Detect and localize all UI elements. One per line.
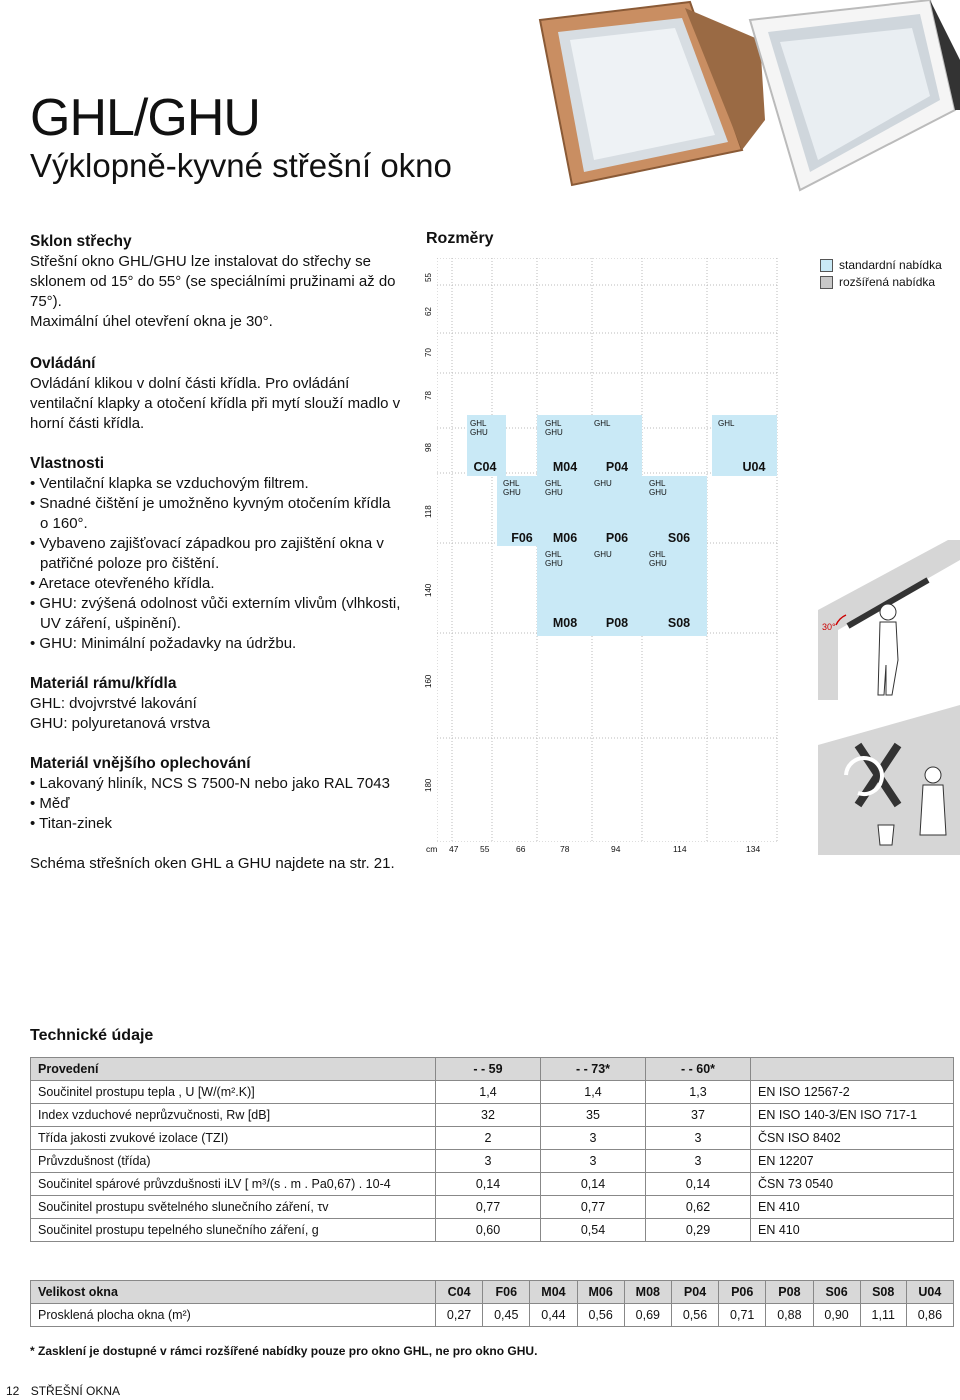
size-code-f06: F06 [511,531,533,545]
table-cell: 0,77 [436,1196,541,1219]
table-cell: 0,86 [906,1304,953,1327]
table-header-cell: M08 [624,1281,671,1304]
control-text: Ovládání klikou v dolní části křídla. Pro ovládání ventilační klapky a otočení křídla při mytí slouží madlo v horní části křídla. [30,375,401,432]
page-title: GHL/GHU [30,89,260,147]
extended-swatch [820,276,833,289]
list-item: • Ventilační klapka se vzduchovým filtrem. [30,474,402,494]
table-cell: 0,29 [646,1219,751,1242]
list-item: • Aretace otevřeného křídla. [30,574,402,594]
page-number: 12 [6,1384,20,1398]
table-cell: 3 [646,1127,751,1150]
width-label: 47 [449,844,459,854]
table-cell: EN ISO 12567-2 [751,1081,954,1104]
cleaning-illustration [818,705,960,855]
section-name: STŘEŠNÍ OKNA [30,1384,121,1398]
table-cell: 0,14 [646,1173,751,1196]
list-item: • Titan-zinek [30,814,402,834]
table-cell: EN 410 [751,1196,954,1219]
type-tag: GHL [594,419,611,428]
size-code-m04: M04 [552,460,578,474]
table-cell: Součinitel prostupu tepla , U [W/(m².K)] [31,1081,436,1104]
list-item: • GHU: Minimální požadavky na údržbu. [30,634,402,654]
table-cell: Třída jakosti zvukové izolace (TZI) [31,1127,436,1150]
type-tag: GHL GHU [545,419,563,437]
table-header-cell: S08 [860,1281,906,1304]
table-header-cell: - - 73* [541,1058,646,1081]
table-cell: 0,14 [541,1173,646,1196]
table-cell: 1,4 [436,1081,541,1104]
frame-material-ghu: GHU: polyuretanová vrstva [30,715,211,732]
table-header-cell: - - 59 [436,1058,541,1081]
table-header-cell: M04 [530,1281,577,1304]
table-cell: 3 [436,1150,541,1173]
white-window-image [750,0,960,190]
type-tag: GHL GHU [545,479,563,497]
table-header-cell: Provedení [31,1058,436,1081]
table-cell: 0,54 [541,1219,646,1242]
table-cell: 0,77 [541,1196,646,1219]
table-row [31,1173,954,1196]
roof-slope-text: Střešní okno GHL/GHU lze instalovat do střechy se sklonem od 15° do 55° (se speciálními pružinami až do 75°). [30,253,396,310]
size-code-m08: M08 [552,616,578,630]
width-label: 78 [560,844,570,854]
width-label: 55 [480,844,490,854]
table-row [31,1104,954,1127]
roof-slope-heading: Sklon střechy [30,233,132,250]
properties-list [30,474,402,654]
table-cell: ČSN ISO 8402 [751,1127,954,1150]
height-label: 55 [424,273,433,282]
width-label: 94 [611,844,621,854]
table-cell: 0,62 [646,1196,751,1219]
table-cell: ČSN 73 0540 [751,1173,954,1196]
left-column [30,232,402,874]
table-cell: Průvzdušnost (třída) [31,1150,436,1173]
wooden-window-image [540,2,765,185]
table-cell: 0,90 [813,1304,860,1327]
type-tag: GHU [594,479,612,488]
opening-angle-label: 30° [822,622,836,632]
table-row [31,1304,954,1327]
control-heading: Ovládání [30,355,96,372]
size-code-p06: P06 [605,531,629,545]
type-tag: GHU [594,550,612,559]
table-cell: 0,56 [577,1304,624,1327]
table-row [31,1219,954,1242]
table-cell: Prosklená plocha okna (m²) [31,1304,436,1327]
table-cell: 0,88 [766,1304,813,1327]
page-footer [6,1384,120,1398]
page-subtitle: Výklopně-kyvné střešní okno [30,147,452,184]
table-cell: 3 [541,1127,646,1150]
list-item: • Vybaveno zajišťovací západkou pro zajištění okna v patřičné poloze pro čištění. [30,534,402,574]
table-cell: 0,14 [436,1173,541,1196]
height-label: 98 [424,443,433,452]
table-header-cell: - - 60* [646,1058,751,1081]
properties-heading: Vlastnosti [30,455,105,472]
table-cell: EN ISO 140-3/EN ISO 717-1 [751,1104,954,1127]
person-opening-window-illustration [818,540,960,700]
footnote: * Zasklení je dostupné v rámci rozšířené nabídky pouze pro okno GHL, ne pro okno GHU. [30,1344,538,1358]
table-header-cell: S06 [813,1281,860,1304]
table-cell: Součinitel prostupu tepelného slunečního záření, g [31,1219,436,1242]
type-tag: GHL GHU [649,479,667,497]
table-header-cell: U04 [906,1281,953,1304]
table-cell: 3 [646,1150,751,1173]
table-header-cell: F06 [483,1281,530,1304]
frame-material-ghl: GHL: dvojvrstvé lakování [30,695,197,712]
window-photos [510,0,960,200]
table-cell: EN 410 [751,1219,954,1242]
glazed-area-table [30,1280,954,1327]
size-code-s08: S08 [667,616,691,630]
list-item: • GHU: zvýšená odolnost vůči externím vlivům (vlhkosti, UV záření, ušpinění). [30,594,402,634]
standard-swatch [820,259,833,272]
flashing-list [30,774,402,834]
table-cell: 0,27 [436,1304,483,1327]
size-code-m06: M06 [552,531,578,545]
table-cell: Součinitel spárové průvzdušnosti iLV [ m³/(s . m . Pa0,67) . 10-4 [31,1173,436,1196]
table-row [31,1150,954,1173]
width-label: 114 [673,844,687,854]
height-label: 62 [424,307,433,316]
table-header-cell: Velikost okna [31,1281,436,1304]
height-label: 140 [424,583,433,597]
table-cell: 37 [646,1104,751,1127]
height-label: 118 [424,505,433,518]
width-label: 134 [746,844,761,854]
legend-extended: rozšířená nabídka [839,275,936,289]
size-code-p08: P08 [605,616,629,630]
table-row [31,1081,954,1104]
table-cell: Součinitel prostupu světelného slunečního záření, τv [31,1196,436,1219]
table-header-cell: P06 [719,1281,766,1304]
type-tag: GHL [718,419,735,428]
table-cell: 0,60 [436,1219,541,1242]
height-label: 78 [424,391,433,400]
table-header-cell: M06 [577,1281,624,1304]
height-label: 180 [424,778,433,792]
table-cell: 32 [436,1104,541,1127]
size-code-u04: U04 [742,460,766,474]
table-row [31,1196,954,1219]
table-cell: 0,69 [624,1304,671,1327]
table-cell: 3 [541,1150,646,1173]
width-label: 66 [516,844,526,854]
tech-heading: Technické údaje [30,1027,154,1044]
frame-material-heading: Materiál rámu/křídla [30,675,177,692]
list-item: • Lakovaný hliník, NCS S 7500-N nebo jako RAL 7043 [30,774,402,794]
table-cell: 35 [541,1104,646,1127]
legend-standard: standardní nabídka [839,258,942,272]
width-unit: cm [426,844,438,854]
size-code-c04: C04 [473,460,497,474]
schema-reference: Schéma střešních oken GHL a GHU najdete na str. 21. [30,855,395,872]
size-code-s06: S06 [667,531,691,545]
table-cell: 2 [436,1127,541,1150]
type-tag: GHL GHU [649,550,667,568]
table-cell: 1,11 [860,1304,906,1327]
table-header-row [31,1281,954,1304]
tech-table [30,1057,954,1242]
type-tag: GHL GHU [470,419,488,437]
table-row [31,1127,954,1150]
table-header-cell: P04 [671,1281,718,1304]
table-header-cell: P08 [766,1281,813,1304]
table-cell: 0,56 [671,1304,718,1327]
table-header-cell: C04 [436,1281,483,1304]
list-item: • Měď [30,794,402,814]
table-cell: 0,45 [483,1304,530,1327]
dimensions-heading: Rozměry [426,230,494,247]
legend [820,257,942,291]
table-cell: 1,4 [541,1081,646,1104]
list-item: • Snadné čištění je umožněno kyvným otočením křídla o 160°. [30,494,402,534]
table-cell: 0,71 [719,1304,766,1327]
type-tag: GHL GHU [545,550,563,568]
size-code-p04: P04 [605,460,629,474]
table-header-row [31,1058,954,1081]
height-label: 160 [424,674,433,688]
table-cell: EN 12207 [751,1150,954,1173]
opening-angle-text: Maximální úhel otevření okna je 30°. [30,313,273,330]
table-cell: 0,44 [530,1304,577,1327]
table-cell: Index vzduchové neprůzvučnosti, Rw [dB] [31,1104,436,1127]
flashing-material-heading: Materiál vnějšího oplechování [30,755,251,772]
table-header-cell [751,1058,954,1081]
type-tag: GHL GHU [503,479,521,497]
height-label: 70 [424,348,433,357]
table-cell: 1,3 [646,1081,751,1104]
